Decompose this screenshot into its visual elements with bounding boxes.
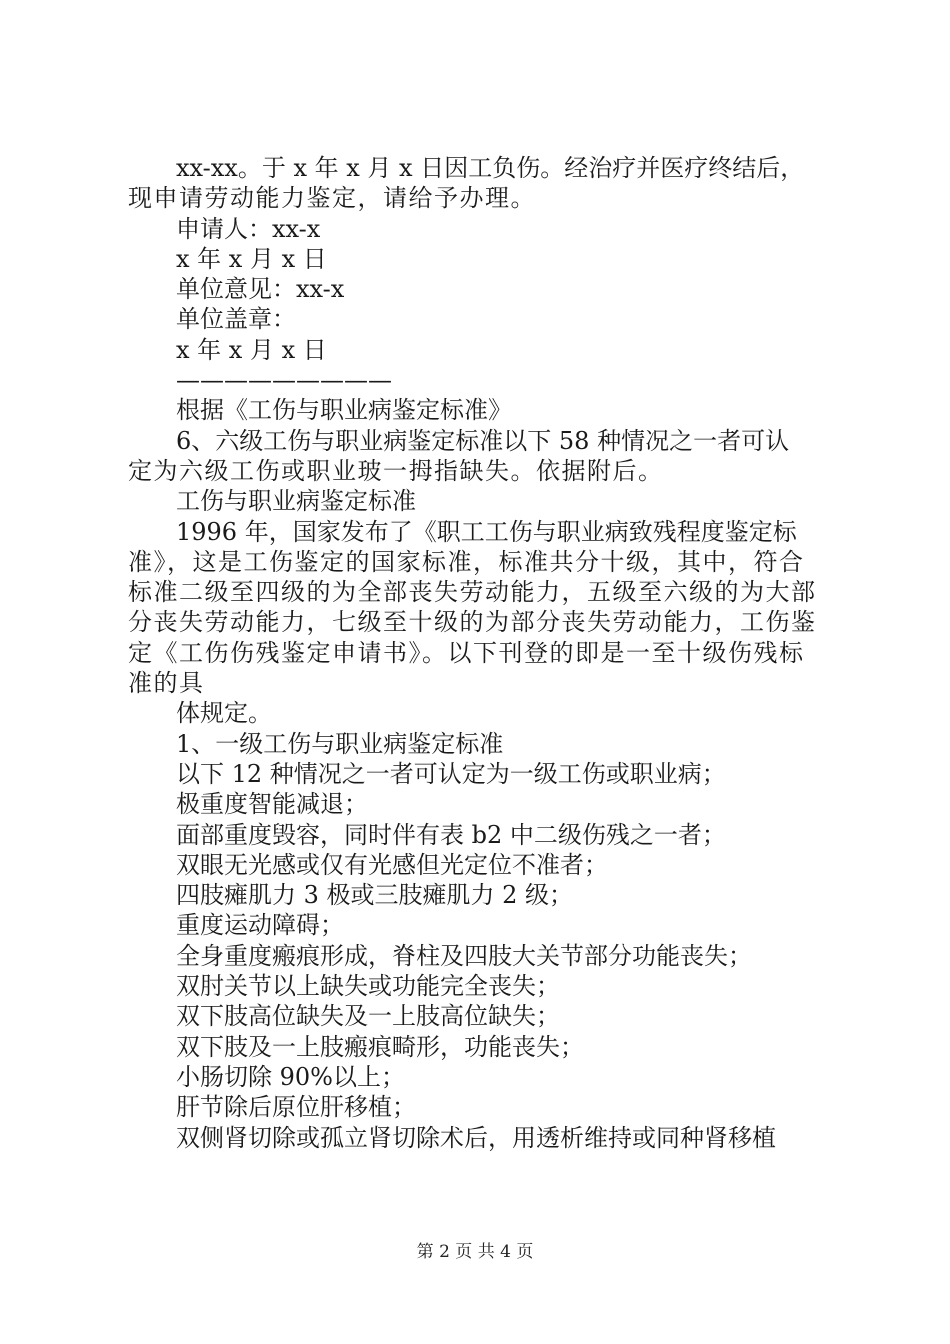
text-line: 准》，这是工伤鉴定的国家标准，标准共分十级，其中，符合	[128, 547, 805, 576]
text-line: x 年 x 月 x 日	[176, 335, 327, 364]
text-line: 双下肢及一上肢瘢痕畸形，功能丧失；	[176, 1032, 584, 1061]
text-line: 6、六级工伤与职业病鉴定标准以下 58 种情况之一者可认	[176, 426, 790, 455]
text-line: 单位意见：xx-x	[176, 275, 345, 304]
text-line: 体规定。	[176, 699, 272, 728]
text-line: 1996 年，国家发布了《职工工伤与职业病致残程度鉴定标	[176, 517, 797, 546]
text-line: 极重度智能减退；	[176, 790, 368, 819]
page-footer: 第 2 页 共 4 页	[416, 1242, 534, 1262]
text-line: 双眼无光感或仅有光感但光定位不准者；	[176, 850, 608, 879]
text-line: —————————	[176, 366, 392, 395]
text-line: 面部重度毁容，同时伴有表 b2 中二级伤残之一者；	[176, 820, 726, 849]
text-line: 单位盖章：	[176, 305, 296, 334]
text-line: 以下 12 种情况之一者可认定为一级工伤或职业病；	[176, 759, 726, 788]
text-line: 双侧肾切除或孤立肾切除术后，用透析维持或同种肾移植	[176, 1123, 776, 1152]
text-line: 全身重度瘢痕形成，脊柱及四肢大关节部分功能丧失；	[176, 941, 752, 970]
text-line: 1、一级工伤与职业病鉴定标准	[176, 729, 504, 758]
text-line: 定为六级工伤或职业玻一拇指缺失。依据附后。	[128, 456, 664, 485]
text-line: 工伤与职业病鉴定标准	[176, 487, 416, 516]
text-line: 现申请劳动能力鉴定，请给予办理。	[128, 184, 536, 213]
text-line: 分丧失劳动能力，七级至十级的为部分丧失劳动能力，工伤鉴	[128, 608, 817, 637]
text-line: 重度运动障碍；	[176, 911, 344, 940]
document-body	[128, 153, 840, 1153]
text-line: 双下肢高位缺失及一上肢高位缺失；	[176, 1002, 560, 1031]
text-line: 肝节除后原位肝移植；	[176, 1093, 416, 1122]
text-line: xx-xx。于 x 年 x 月 x 日因工负伤。经治疗并医疗终结后，	[176, 154, 805, 182]
text-line: 申请人：xx-x	[176, 214, 321, 243]
text-line: x 年 x 月 x 日	[176, 244, 327, 273]
text-line: 小肠切除 90%以上；	[176, 1062, 405, 1091]
text-line: 根据《工伤与职业病鉴定标准》	[176, 396, 512, 425]
text-line: 准的具	[128, 669, 205, 698]
text-line: 四肢瘫肌力 3 极或三肢瘫肌力 2 级；	[176, 881, 574, 910]
text-line: 定《工伤伤残鉴定申请书》。以下刊登的即是一至十级伤残标	[128, 638, 805, 667]
text-line: 标准二级至四级的为全部丧失劳动能力，五级至六级的为大部	[128, 578, 817, 607]
text-line: 双肘关节以上缺失或功能完全丧失；	[176, 972, 560, 1001]
